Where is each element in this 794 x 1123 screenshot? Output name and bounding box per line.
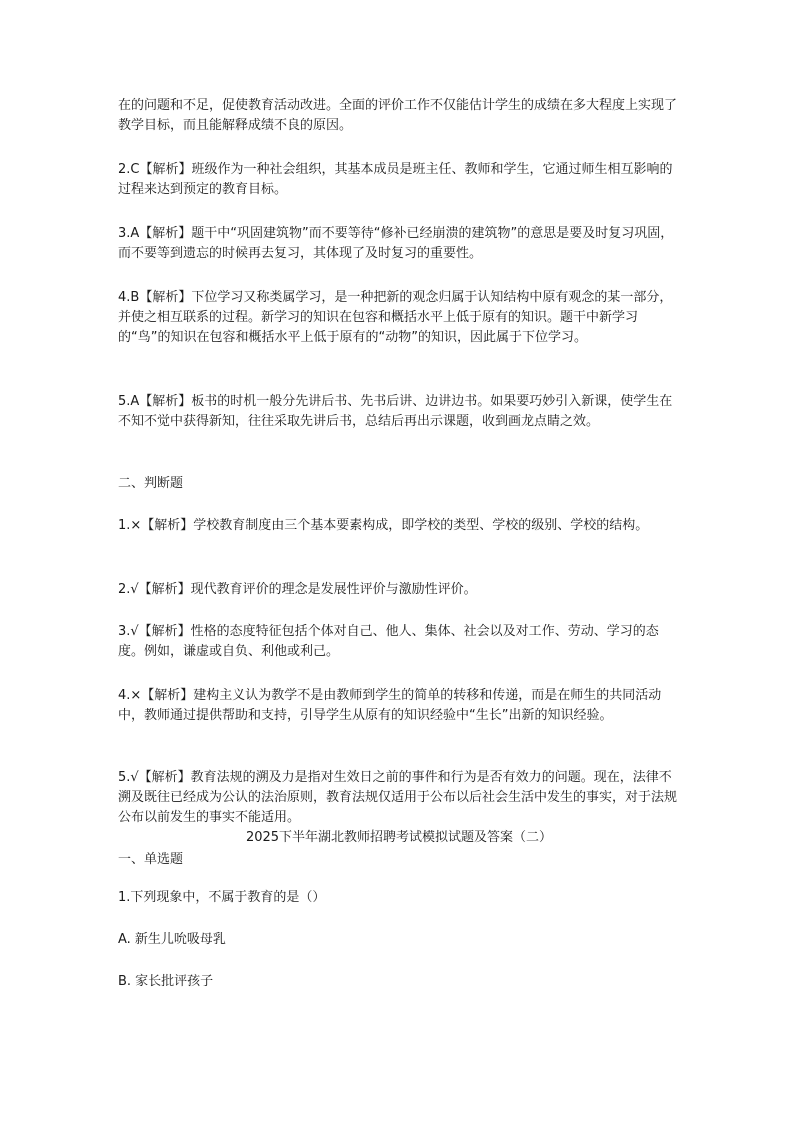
question-1: 1.下列现象中，不属于教育的是（） xyxy=(118,890,326,905)
answer-carry-over-paragraph: 在的问题和不足，促使教育活动改进。全面的评价工作不仅能估计学生的成绩在多大程度上实现了教学目标，而且能解释成绩不良的原因。 xyxy=(118,98,678,133)
answer-item-2: 2.C【解析】班级作为一种社会组织，其基本成员是班主任、教师和学生，它通过师生相互影响的过程来达到预定的教育目标。 xyxy=(118,162,673,197)
judgement-item-3: 3.√【解析】性格的态度特征包括个体对自己、他人、集体、社会以及对工作、劳动、学习的态度。例如，谦虚或自负、利他或利己。 xyxy=(118,624,659,659)
answer-item-5: 5.A【解析】板书的时机一般分先讲后书、先书后讲、边讲边书。如果要巧妙引入新课，使学生在不知不觉中获得新知，往往采取先讲后书，总结后再出示课题，收到画龙点睛之效。 xyxy=(118,394,673,429)
question-1-option-a: A. 新生儿吮吸母乳 xyxy=(118,932,226,947)
judgement-item-5: 5.√【解析】教育法规的溯及力是指对生效日之前的事件和行为是否有效力的问题。现在，法律不溯及既往已经成为公认的法治原则，教育法规仅适用于公布以后社会生活中发生的事实，对于法规公布以前发生的事实不能适用。 xyxy=(118,770,678,825)
exam-title: 2025下半年湖北教师招聘考试模拟试题及答案（二） xyxy=(245,830,553,845)
answer-item-3: 3.A【解析】题干中“巩固建筑物”而不要等待“修补已经崩溃的建筑物”的意思是要及时复习巩固，而不要等到遗忘的时候再去复习，其体现了及时复习的重要性。 xyxy=(118,226,674,261)
judgement-item-2: 2.√【解析】现代教育评价的理念是发展性评价与激励性评价。 xyxy=(118,582,477,597)
section-heading-judgement: 二、判断题 xyxy=(118,476,184,491)
judgement-item-4: 4.×【解析】建构主义认为教学不是由教师到学生的简单的转移和传递，而是在师生的共同活动中，教师通过提供帮助和支持，引导学生从原有的知识经验中“生长”出新的知识经验。 xyxy=(118,688,662,723)
answer-item-4: 4.B【解析】下位学习又称类属学习，是一种把新的观念归属于认知结构中原有观念的某一部分，并使之相互联系的过程。新学习的知识在包容和概括水平上低于原有的知识。题干中新学习的“鸟”的知识在包容和概括水平上低于原有的“动物”的知识，因此属于下位学习。 xyxy=(118,290,673,345)
question-1-option-b: B. 家长批评孩子 xyxy=(118,974,214,989)
judgement-item-1: 1.×【解析】学校教育制度由三个基本要素构成，即学校的类型、学校的级别、学校的结构。 xyxy=(118,518,649,533)
section-heading-single-choice: 一、单选题 xyxy=(118,852,184,867)
